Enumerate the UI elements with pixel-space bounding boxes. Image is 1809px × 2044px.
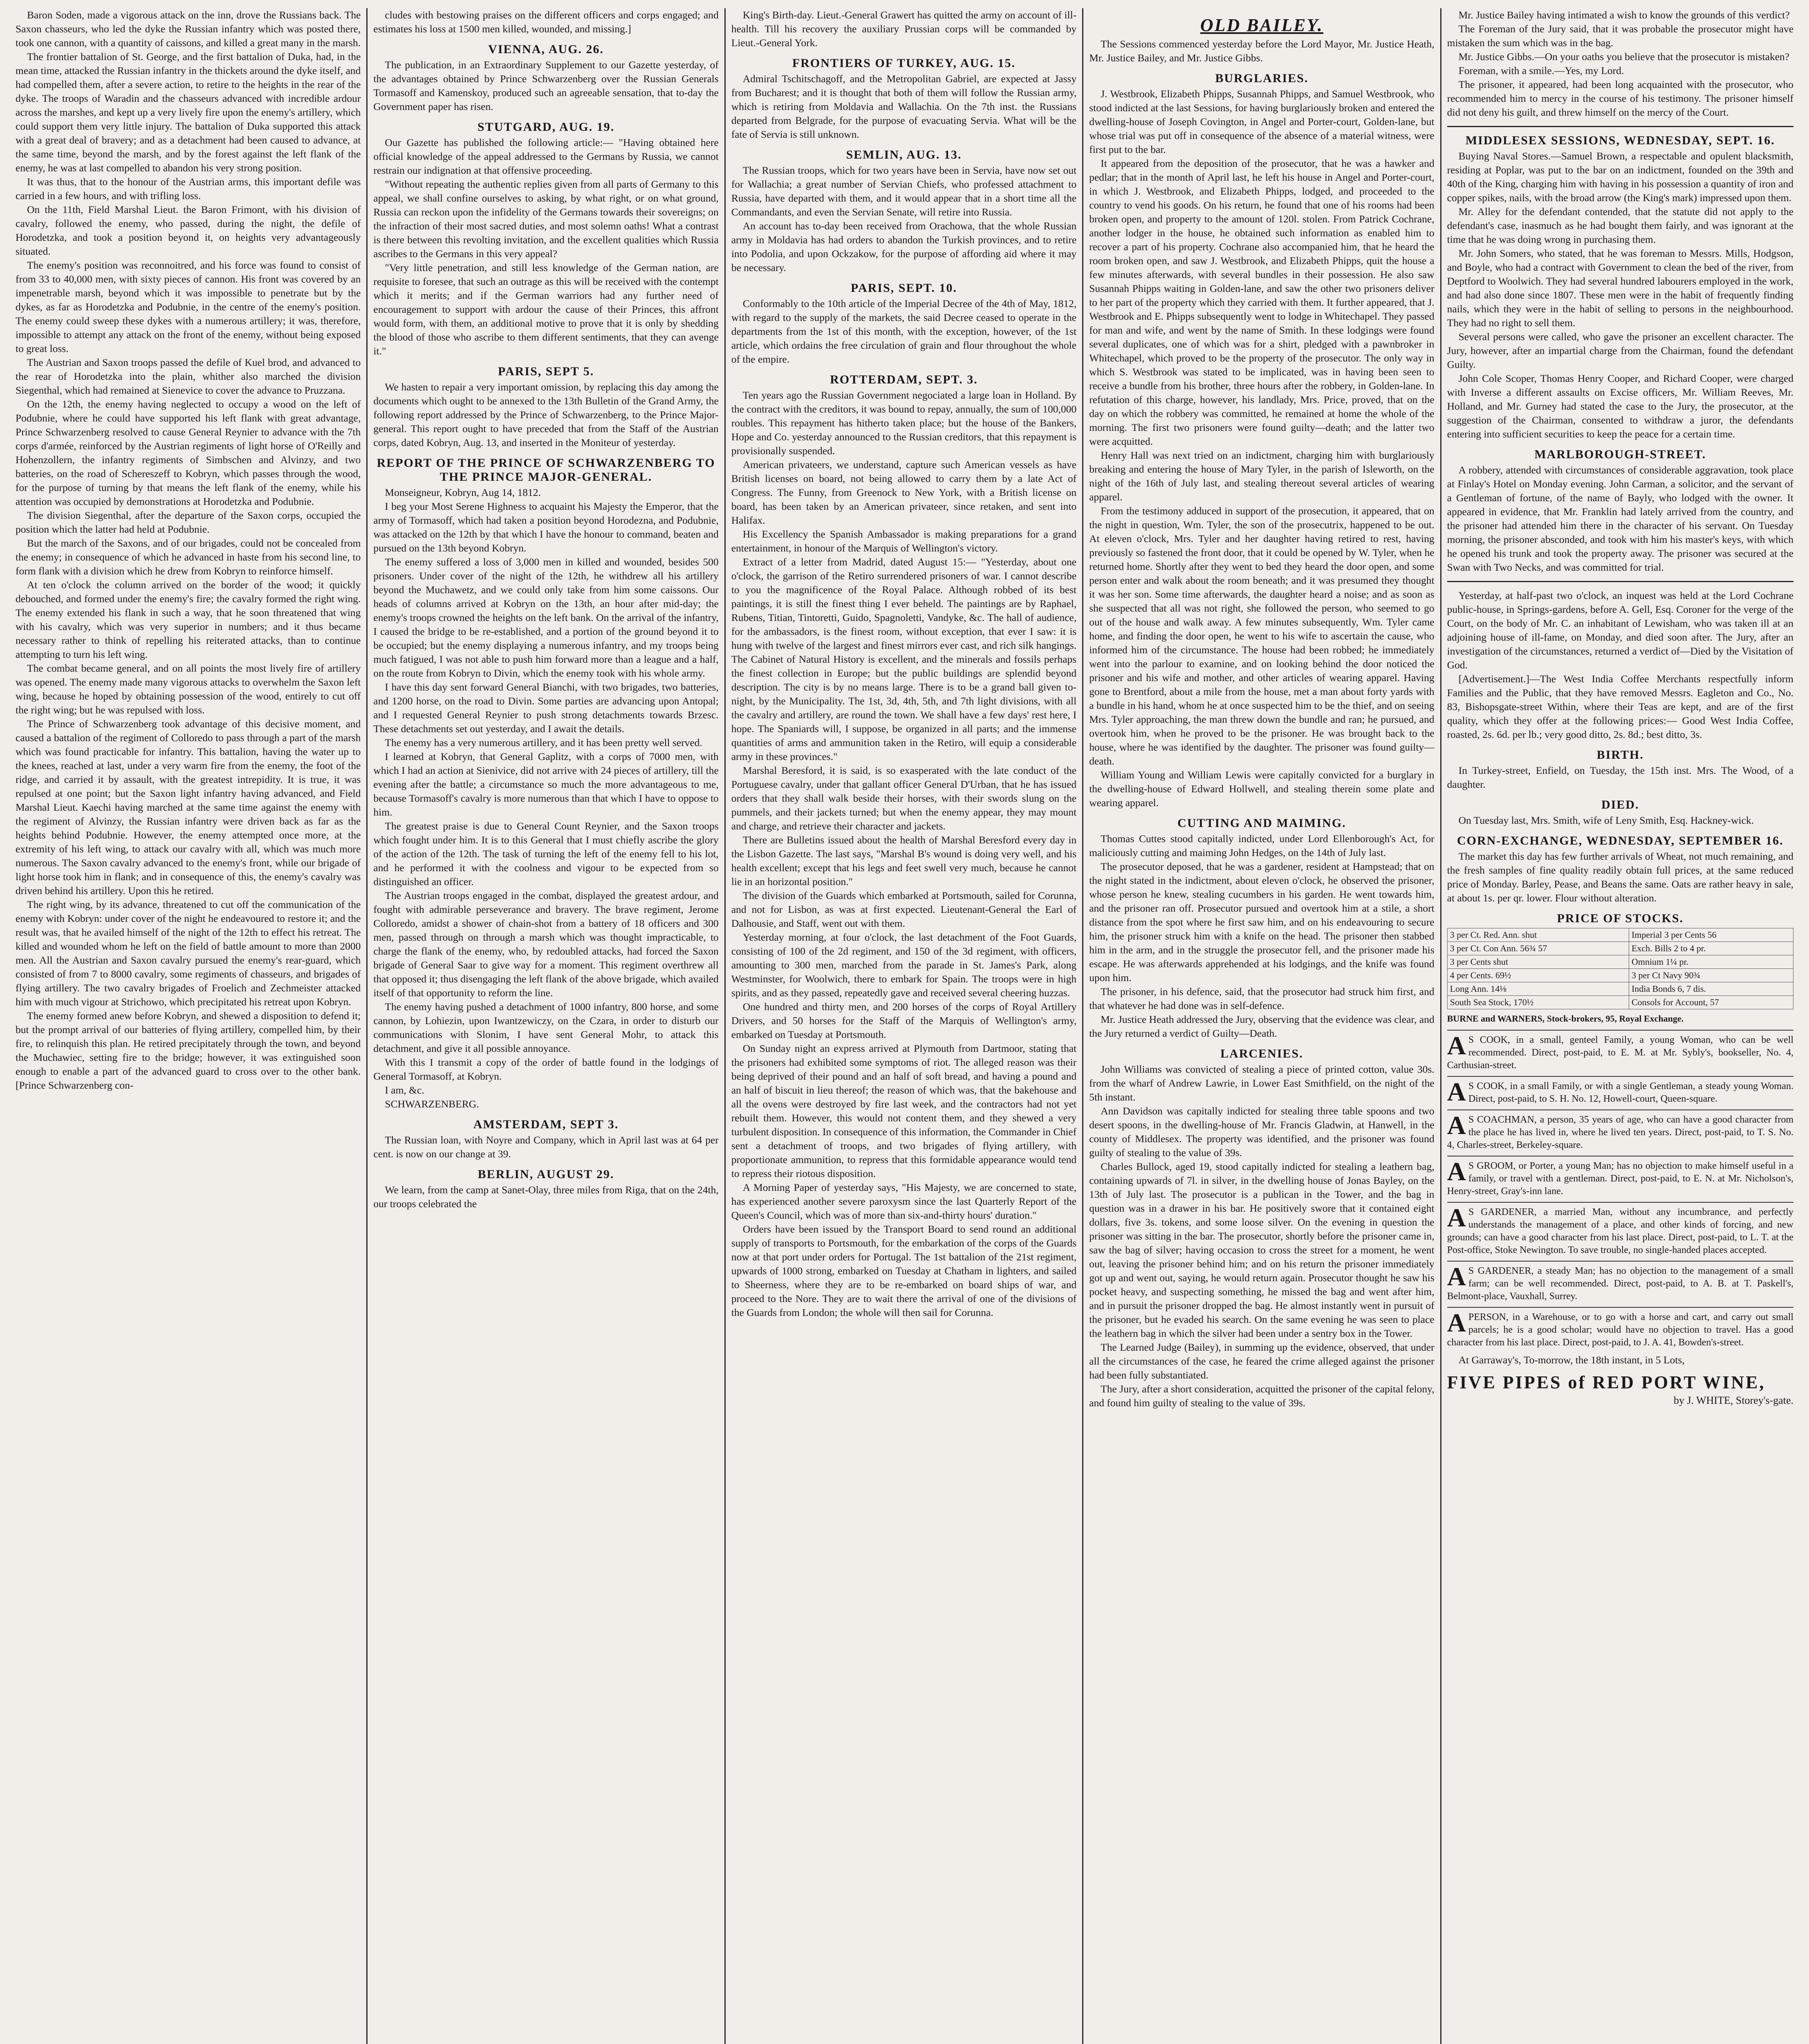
stocks-row bbox=[1447, 982, 1793, 996]
classified-ad bbox=[1447, 1156, 1793, 1198]
paragraph: Several persons were called, who gave the prisoner an excellent character. The Jury, however, after an impartial charge from the Chairman, found the defendant Guilty. bbox=[1447, 331, 1794, 370]
paragraph: The Russian troops, which for two years have been in Servia, have now set out for Wallachia; a great number of Servian Chiefs, who professed attachment to Russia, have departed with them, and it would appear that in a short time all the Commandants, and even the Servian Senate, will retire into Russia. bbox=[731, 164, 1077, 218]
column-3 bbox=[726, 8, 1083, 2044]
stocks-cell: Imperial 3 per Cents 56 bbox=[1629, 928, 1793, 942]
paragraph: The enemy suffered a loss of 3,000 men in killed and wounded, besides 500 prisoners. Under cover of the night of the 12th, he withdrew all his artillery beyond the Muchawetz, and we could only take from him some caissons. Our heads of columns arrived at Kobryn on the 13th, an hour after mid-day; the enemy's troops crowned the heights on the left bank. On the arrival of the infantry, I caused the bridge to be re-established, and a portion of the ground beyond it to be occupied; but the enemy displaying a numerous infantry, and my troops being much fatigued, I was not able to push him forward more than a league and a half, on the route from Kobryn to Divin, which the enemy took with his whole army. bbox=[373, 556, 719, 679]
paragraph: I learned at Kobryn, that General Gaplitz, with a corps of 7000 men, with which I had an action at Sienivice, did not arrive with 24 pieces of artillery, till the evening after the battle; a circumstance so much the more advantageous to me, because Tormasoff's cavalry is more numerous than that which I have to oppose to him. bbox=[373, 751, 719, 818]
drop-cap: A bbox=[1447, 1157, 1466, 1186]
ad-text: S COACHMAN, a person, 35 years of age, who can have a good character from the place he has lived in, where he lived ten years. Direct, post-paid, to T. S. No. 4, Charles-street, Berkeley-square. bbox=[1447, 1114, 1794, 1150]
classified-ad bbox=[1447, 1307, 1793, 1349]
corn-exchange-report: The market this day has few further arrivals of Wheat, not much remaining, and the fresh samples of fine quality readily obtain full prices, at the same reduced price of Monday. Barley, Pease, and Beans the same. Oats are rather heavy in sale, at about 1s. per qr. lower. Flour without alteration. bbox=[1447, 850, 1794, 904]
paragraph: A Morning Paper of yesterday says, "His Majesty, we are concerned to state, has experienced another severe paroxysm since the last Quarterly Report of the Queen's Council, which was of more than six-and-thirty hours' duration." bbox=[731, 1181, 1077, 1221]
marlborough-street-heading: MARLBOROUGH-STREET. bbox=[1534, 448, 1706, 461]
paragraph: Mr. Justice Gibbs.—On your oaths you believe that the prosecutor is mistaken? bbox=[1458, 51, 1790, 63]
column-5 bbox=[1441, 8, 1799, 2044]
paragraph: We hasten to repair a very important omission, by replacing this day among the documents which ought to be annexed to the 13th Bulletin of the Grand Army, the following report addressed by the Prince of Schwarzenberg, to the Prince Major-general. This report ought to have preceded that from the Staff of the Austrian corps, dated Kobryn, Aug. 13, and inserted in the Moniteur of yesterday. bbox=[373, 381, 719, 448]
paragraph: Ten years ago the Russian Government negociated a large loan in Holland. By the contract with the creditors, it was bound to repay, annually, the sum of 100,000 roubles. This repayment has hitherto taken place; but the house of the Bankers, Hope and Co. yesterday announced to the Russian creditors, that this repayment is provisionally suspended. bbox=[731, 389, 1077, 457]
paragraph: The greatest praise is due to General Count Reynier, and the Saxon troops which fought under him. It is to this General that I must chiefly ascribe the glory of the action of the 12th. The task of turning the left of the enemy fell to his lot, and he performed it with the coolness and vigour to be expected from so distinguished an officer. bbox=[373, 820, 719, 888]
paragraph: On Sunday night an express arrived at Plymouth from Dartmoor, stating that the prisoners had exhibited some symptoms of riot. The alleged reason was their being deprived of their pound and an half of soft bread, and having a pound and an half of biscuit in lieu thereof; the reason of which was, that the bakehouse and all the ovens were destroyed by fire last week, and the contractors had not yet rebuilt them. However, this would not content them, and they shewed a very turbulent disposition. In consequence of this information, the Commander in Chief sent a detachment of troops, and two brigades of flying artillery, with proportionate ammunition, to repress that this formidable appearance would tend to repress their riotous disposition. bbox=[731, 1042, 1077, 1179]
column-1 bbox=[10, 8, 368, 2044]
paragraph: Henry Hall was next tried on an indictment, charging him with burglariously breaking and entering the house of Mary Tyler, in the parish of Isleworth, on the night of the 16th of July last, and stealing thereout several articles of wearing apparel. bbox=[1089, 449, 1435, 503]
paragraph: Baron Soden, made a vigorous attack on the inn, drove the Russians back. The Saxon chasseurs, who led the dyke the Russian infantry which was posted there, took one cannon, with a quantity of caissons, and killed a great many in the marsh. bbox=[16, 9, 361, 49]
larcenies-heading: LARCENIES. bbox=[1220, 1047, 1303, 1060]
semlin-heading: SEMLIN, AUG. 13. bbox=[846, 148, 962, 161]
amsterdam-heading: AMSTERDAM, SEPT 3. bbox=[473, 1118, 619, 1131]
paragraph: The publication, in an Extraordinary Supplement to our Gazette yesterday, of the advantages obtained by Prince Schwarzenberg over the Russian Generals Tormasoff and Kamenskoy, produced such an agreeable sensation, that to-day the Government paper has risen. bbox=[373, 59, 719, 112]
divider bbox=[1447, 126, 1793, 127]
paragraph: The prisoner, in his defence, said, that the prosecutor had struck him first, and that whatever he had done was in self-defence. bbox=[1089, 986, 1435, 1011]
paragraph: At ten o'clock the column arrived on the border of the wood; it quickly debouched, and formed under the enemy's fire; the cavalry formed the right wing. The enemy extended his flank in such a way, that he soon threatened that wing with his cavalry, which was very superior in numbers; and it thus became necessary rather to think of repelling his reiterated attacks, than to continue attempting to turn his left wing. bbox=[16, 579, 361, 660]
rotterdam-heading: ROTTERDAM, SEPT. 3. bbox=[830, 373, 978, 386]
inquest-paragraph: Yesterday, at half-past two o'clock, an inquest was held at the Lord Cochrane public-house, in Springs-gardens, before A. Gell, Esq. Coroner for the verge of the Court, on the body of Mr. C. an inhabitant of Lewisham, who was taken ill at an adjoining house of ill-fame, on Monday, and died soon after. The Jury, after an investigation of the circumstances, returned a verdict of—Died by the Visitation of God. bbox=[1447, 589, 1794, 671]
paragraph: The prosecutor deposed, that he was a gardener, resident at Hampstead; that on the night stated in the indictment, about eleven o'clock, he observed the prisoner, whose person he knew, stealing cucumbers in his garden. He went towards him, and the prisoner ran off. Prosecutor pursued and overtook him at a stile, a short distance from the spot where he first saw him, and on his endeavouring to secure him, the prisoner struck him with a knife on the head. The prisoner then stabbed him in the arm, and in the struggle the prosecutor fell, and the prisoner made his escape. He was afterwards apprehended at his lodgings, and the knife was found upon him. bbox=[1089, 861, 1435, 984]
paragraph: The Austrian and Saxon troops passed the defile of Kuel brod, and advanced to the rear of Horodetzka into the plain, whither also marched the division Siegenthal, which had remained at Sienevice to cover the advance to Pruzzana. bbox=[16, 356, 361, 396]
columns bbox=[10, 8, 1799, 2044]
advertisements bbox=[1447, 1030, 1793, 1349]
paragraph: Orders have been issued by the Transport Board to send round an additional supply of transports to Portsmouth, for the embarkation of the corps of the Guards now at that port under orders for Portugal. The 1st battalion of the 21st regiment, upwards of 1000 strong, embarked on Tuesday at Chatham in lighters, and sailed to Sheerness, where they are to be re-embarked on board ships of war, and proceed to the Nore. They are to wait there the arrival of one of the divisions of the Guards from London; the whole will then sail for Corunna. bbox=[731, 1223, 1077, 1318]
paragraph: American privateers, we understand, capture such American vessels as have British licenses on board, not being allowed to carry them by a late Act of Congress. The Funny, from Greenock to New York, with a British license on board, has been taken by an American privateer, since retaken, and sent into Halifax. bbox=[731, 459, 1077, 526]
paragraph: The Russian loan, with Noyre and Company, which in April last was at 64 per cent. is now on our change at 39. bbox=[373, 1134, 719, 1160]
stock-brokers: BURNE and WARNERS, Stock-brokers, 95, Royal Exchange. bbox=[1447, 1013, 1684, 1024]
paragraph: We learn, from the camp at Sanet-Olay, three miles from Riga, that on the 24th, our troops celebrated the bbox=[373, 1184, 719, 1210]
paragraph: The enemy has a very numerous artillery, and it has been pretty well served. bbox=[385, 737, 702, 749]
paragraph: The prisoner, it appeared, had been long acquainted with the prosecutor, who recommended him to mercy in the course of his testimony. The prisoner himself did not deny his guilt, and threw himself on the mercy of the Court. bbox=[1447, 78, 1794, 118]
paragraph: The division Siegenthal, after the departure of the Saxon corps, occupied the position which the latter had held at Podubnie. bbox=[16, 509, 361, 535]
paris-heading: PARIS, SEPT. 10. bbox=[850, 281, 957, 295]
stocks-table bbox=[1447, 928, 1793, 1009]
paragraph: "Without repeating the authentic replies given from all parts of Germany to this appeal, we shall confine ourselves to asking, by what right, or on what ground, Russia can reckon upon the infidelity of the Germans towards their sovereigns; on the infraction of their most sacred duties, and most solemn oaths! What a contrast is there between this revolting invitation, and the excellent qualities which Russia ascribes to the Germans in this very appeal? bbox=[373, 178, 719, 260]
classified-ad bbox=[1447, 1030, 1793, 1072]
paragraph: Our Gazette has published the following article:— "Having obtained here official knowledge of the appeal addressed to the Germans by Russia, we cannot restrain our indignation at that offensive proceeding. bbox=[373, 137, 719, 176]
paragraph: John Williams was convicted of stealing a piece of printed cotton, value 30s. from the wharf of Andrew Lawrie, in Lower East Smithfield, on the night of the 5th instant. bbox=[1089, 1063, 1435, 1103]
death-notice: On Tuesday last, Mrs. Smith, wife of Leny Smith, Esq. Hackney-wick. bbox=[1458, 814, 1754, 826]
auction-line: At Garraway's, To-morrow, the 18th instant, in 5 Lots, bbox=[1458, 1354, 1685, 1366]
paragraph: There are Bulletins issued about the health of Marshal Beresford every day in the Lisbon Gazette. The last says, "Marshal B's wound is doing very well, and his health excellent; except that his legs and feet swell very much, because he cannot lie in an horizontal position." bbox=[731, 834, 1077, 888]
column-5-top bbox=[1447, 8, 1793, 926]
stocks-row bbox=[1447, 928, 1793, 942]
stocks-cell: Exch. Bills 2 to 4 pr. bbox=[1629, 942, 1793, 955]
paragraph: The Foreman of the Jury said, that it was probable the prosecutor might have mistaken the sum which was in the bag. bbox=[1447, 23, 1794, 49]
paragraph: "Very little penetration, and still less knowledge of the German nation, are requisite to foresee, that such an outrage as this will be received with the contempt which it merits; and if the German warriors had any further need of encouragement to support with ardour the cause of their Princes, this affront would form, with them, an additional motive to prove that it is only by shedding the blood of those who ascribe to them different sentiments, that they can avenge it." bbox=[373, 262, 719, 357]
drop-cap: A bbox=[1447, 1031, 1466, 1060]
paragraph: Mr. Justice Bailey having intimated a wish to know the grounds of this verdict? bbox=[1458, 9, 1790, 21]
classified-ad bbox=[1447, 1261, 1793, 1303]
stocks-cell: Consols for Account, 57 bbox=[1629, 996, 1793, 1009]
classified-ad bbox=[1447, 1076, 1793, 1105]
paragraph: His Excellency the Spanish Ambassador is making preparations for a grand entertainment, in honour of the Marquis of Wellington's victory. bbox=[731, 528, 1077, 554]
stocks-cell: South Sea Stock, 170½ bbox=[1447, 996, 1629, 1009]
old-bailey-heading: OLD BAILEY. bbox=[1200, 15, 1323, 35]
wine-seller: by J. WHITE, Storey's-gate. bbox=[1673, 1394, 1794, 1406]
stocks-row bbox=[1447, 996, 1793, 1009]
paragraph: I am, &c. bbox=[385, 1084, 424, 1096]
vienna-heading: VIENNA, AUG. 26. bbox=[488, 43, 604, 56]
stocks-row bbox=[1447, 955, 1793, 969]
drop-cap: A bbox=[1447, 1077, 1466, 1106]
paragraph: Mr. Alley for the defendant contended, that the statute did not apply to the defendant's case, inasmuch as he had bought them fairly, and was ignorant at the time that he was doing wrong in purchasing them. bbox=[1447, 206, 1794, 245]
birth-notice: In Turkey-street, Enfield, on Tuesday, the 15th inst. Mrs. The Wood, of a daughter. bbox=[1447, 764, 1794, 790]
paragraph: Admiral Tschitschagoff, and the Metropolitan Gabriel, are expected at Jassy from Bucharest; and it is thought that both of them will follow the Russian army, which is retiring from Moldavia and Wallachia. On the 7th inst. the Russians departed from Belgrade, for the purpose of evacuating Servia. What will be the fate of Servia is still unknown. bbox=[731, 73, 1077, 140]
paragraph: From the testimony adduced in support of the prosecution, it appeared, that on the night in question, Wm. Tyler, the son of the prosecutrix, happened to be out. At eleven o'clock, Mrs. Tyler and her daughter having retired to rest, having previously so fastened the front door, that it could be opened by W. Tyler, when he returned home. Shortly after they went to bed they heard the door open, and some person enter and walk about the room beneath; and it was presumed they thought it was her son. Some time afterwards, the daughter heard a noise; and as soon as she suspected that all was not right, she followed the person, who seemed to go out of the house and walk away. A few minutes subsequently, Wm. Tyler came home, and finding the door open, he went to his wife to ascertain the cause, who informed him of the circumstance. The house had been robbed; he immediately went into the parlour to examine, and on looking behind the door noticed the prisoner and his wife and mother, and other articles of wearing apparel. Having gone to Brentford, about a mile from the house, met a man about forty yards with a bundle in his hand, whom he at once suspected him to be the thief, and on seeing Mrs. Tyler approaching, the man threw down the bundle and ran; he pursued, and overtook him, when he proved to be the prisoner. He was brought back to the house, where he was identified by the daughter. The prisoner was found guilty—death. bbox=[1089, 505, 1435, 767]
frontiers-heading: FRONTIERS OF TURKEY, AUG. 15. bbox=[792, 56, 1016, 70]
stocks-cell: 3 per Cents shut bbox=[1447, 955, 1629, 969]
paragraph: Conformably to the 10th article of the Imperial Decree of the 4th of May, 1812, with regard to the supply of the markets, the said Decree ceased to operate in the departments from the 1st of this month, with the exception, however, of the 1st article, which ordains the free circulation of grain and flour throughout the whole of the empire. bbox=[731, 298, 1077, 365]
paragraph: A robbery, attended with circumstances of considerable aggravation, took place at Finlay's Hotel on Monday evening. John Carman, a solicitor, and the servant of a Gentleman of fortune, of the name of Bayly, who lodged with the owner. It appeared in evidence, that Mr. Franklin had lately arrived from the country, and the prisoner had attended him there in the character of his servant. On Tuesday morning, the prisoner absconded, and took with him his master's keys, with which he opened his trunk and took the property away. The prisoner was secured at the Swan with Two Necks, and was committed for trial. bbox=[1447, 464, 1794, 573]
paragraph: The enemy's position was reconnoitred, and his force was found to consist of from 33 to 40,000 men, with sixty pieces of cannon. His front was covered by an impenetrable marsh, beyond which it was impossible to penetrate but by the dykes, as far as Horodetzka and Podubnie, in the centre of the enemy's position. The enemy could sweep these dykes with a numerous artillery; it was, therefore, impossible to attempt any attack on the front of the enemy, without being exposed to great loss. bbox=[16, 259, 361, 354]
stocks-cell: Omnium 1¼ pr. bbox=[1629, 955, 1793, 969]
berlin-heading: BERLIN, AUGUST 29. bbox=[477, 1168, 614, 1181]
paragraph: I have this day sent forward General Bianchi, with two brigades, two batteries, and 1200 horse, on the road to Divin. Some parties are advancing upon Antopal; and I requested General Reynier to push strong detachments towards Brzesc. These detachments set out yesterday, and I await the details. bbox=[373, 681, 719, 735]
paragraph: Mr. Justice Heath addressed the Jury, observing that the evidence was clear, and the Jury returned a verdict of Guilty—Death. bbox=[1089, 1013, 1435, 1039]
paragraph: The Austrian troops engaged in the combat, displayed the greatest ardour, and fought with admirable perseverance and bravery. The brave regiment, Jerome Colloredo, amidst a shower of chain-shot from a battery of 18 officers and 300 men, passed through on through a marsh which was thought impracticable, to charge the flank of the enemy, who, by redoubled attacks, had forced the Saxon brigade of General Saar to give way for a moment. This regiment overthrew all that opposed it; thus disengaging the left flank of the above brigade, which availed itself of that opportunity to reform the line. bbox=[373, 890, 719, 999]
paragraph: Extract of a letter from Madrid, dated August 15:— "Yesterday, about one o'clock, the garrison of the Retiro surrendered prisoners of war. I cannot describe to you the magnificence of the Royal Palace. Although robbed of its best paintings, it is still the finest thing I ever beheld. The paintings are by Raphael, Rubens, Titian, Tintoretti, Guido, Spagnoletti, Vandyke, &c. The hall of audience, for the ambassadors, is the finest room, without exception, that ever I saw: it is hung with twelve of the largest and finest mirrors ever cast, and rich silk hangings. The Cabinet of Natural History is excellent, and the minerals and fossils perhaps the finest collection in Europe; but the public buildings are splendid beyond description. The city is by no means large. There is to be a grand ball given to-night, by the Municipality. The 1st, 3d, 4th, 5th, and 7th light divisions, with all the cavalry and artillery, are round the town. We shall have a few days' rest here, I hope. The Spaniards will, I suppose, be organized in all parts; and the immense quantities of arms and ammunition taken in the Retiro, will equip a considerable army in these provinces." bbox=[731, 556, 1077, 762]
column-4 bbox=[1083, 8, 1441, 2044]
wine-headline: FIVE PIPES of RED PORT WINE, bbox=[1447, 1372, 1766, 1392]
ad-text: S GROOM, or Porter, a young Man; has no objection to make himself useful in a family, or travel with a gentleman. Direct, post-paid, to E. N. at Mr. Nicholson's, Henry-street, Gray's-inn lane. bbox=[1447, 1161, 1794, 1197]
paragraph: J. Westbrook, Elizabeth Phipps, Susannah Phipps, and Samuel Westbrook, who stood indicted at the last Sessions, for having burglariously broken and entered the dwelling-house of Joseph Covington, in Angel and Porter-court, Golden-lane, but whose trial was put off in consequence of the absence of a material witness, were first put to the bar. bbox=[1089, 88, 1435, 155]
stocks-cell: India Bonds 6, 7 dis. bbox=[1629, 982, 1793, 996]
stocks-cell: Long Ann. 14⅛ bbox=[1447, 982, 1629, 996]
paris-heading: PARIS, SEPT 5. bbox=[498, 365, 594, 378]
drop-cap: A bbox=[1447, 1111, 1466, 1140]
lead-paragraph: cludes with bestowing praises on the different officers and corps engaged; and estimates his loss at 1500 men killed, wounded, and missing.] bbox=[373, 9, 719, 35]
paragraph: An account has to-day been received from Orachowa, that the whole Russian army in Moldavia has had orders to abandon the Turkish provinces, and to retire into Podolia, and upon Ockzakow, for the purpose of affording aid where it may be necessary. bbox=[731, 220, 1077, 273]
stocks-row bbox=[1447, 942, 1793, 955]
stutgard-heading: STUTGARD, AUG. 19. bbox=[477, 120, 615, 134]
paragraph: The frontier battalion of St. George, and the first battalion of Duka, had, in the mean time, attacked the Russian infantry in the thickets around the dyke itself, and had compelled them, after a severe action, to retire to the heights in the rear of the dyke. The troops of Waradin and the chasseurs advanced with incredible ardour across the marshes, and kept up a very lively fire upon the enemy's artillery, which could support them very little injury. The battalion of Duka supported this attack with a great deal of bravery; and as a detachment had been caused to advance, at the same time, beyond the marsh, and by the forest against the left flank of the enemy, he was at last compelled to abandon his very strong position. bbox=[16, 51, 361, 174]
column-2 bbox=[368, 8, 725, 2044]
ad-text: PERSON, in a Warehouse, or to go with a horse and cart, and carry out small parcels; he is a good scholar; would have no objection to travel. Has a good character from his last place. Direct, post-paid, to J. A. 41, Bowden's-street. bbox=[1447, 1312, 1794, 1348]
corn-exchange-heading: CORN-EXCHANGE, WEDNESDAY, SEPTEMBER 16. bbox=[1457, 834, 1784, 847]
coffee-advertisement: [Advertisement.]—The West India Coffee Merchants respectfully inform Families and the Public, that they have removed Messrs. Eagleton and Co., No. 83, Bishopsgate-street Within, where their Teas are kept, and are of the first quality, which they offer at the following prices:— Good West India Coffee, roasted, 2s. 6d. per lb.; very good ditto, 2s. 8d.; best ditto, 3s. bbox=[1447, 673, 1794, 740]
paragraph: With this I transmit a copy of the order of battle found in the lodgings of General Tormasoff, at Kobryn. bbox=[373, 1056, 719, 1082]
paragraph: I beg your Most Serene Highness to acquaint his Majesty the Emperor, that the army of Tormasoff, which had taken a position beyond Horodezna, and Podubnie, was attacked on the 12th by that which I have the honour to command, beaten and pursued on the 13th beyond Kobryn. bbox=[373, 500, 719, 554]
paragraph: The right wing, by its advance, threatened to cut off the communication of the enemy with Kobryn: under cover of the night he endeavoured to restore it; and the result was, that he availed himself of the night of the 12th to effect his retreat. The killed and wounded whom he left on the field of battle amount to more than 2000 men. All the Austrian and Saxon cavalry pursued the enemy's rear-guard, which consisted of from 7 to 8000 cavalry, some regiments of chasseurs, and brigades of flying artillery. The two cavalry brigades of Froelich and Zechmeister attacked him with much vigour at Strichowo, which precipitated his retreat upon Kobryn. bbox=[16, 899, 361, 1008]
classified-ad bbox=[1447, 1202, 1793, 1257]
paragraph: The enemy having pushed a detachment of 1000 infantry, 800 horse, and some cannon, by Lohiezin, upon Iwantzewiczy, on the Czara, in order to disturb our communications with Slonim, I have sent General Mohr, to attack this detachment, and give it all possible annoyance. bbox=[373, 1001, 719, 1054]
stocks-cell: 3 per Ct Navy 90¾ bbox=[1629, 969, 1793, 982]
paragraph: The Prince of Schwarzenberg took advantage of this decisive moment, and caused a battalion of the regiment of Colloredo to pass through a part of the marsh which was found practicable for infantry. This battalion, having the water up to the knees, reached at last, under a very warm fire from the enemy, the foot of the ridge, and carried it by assault, with the greatest intrepidity. It is true, it was repulsed at one point; but the Saxon light infantry having advanced, and Field Marshal Lieut. Kaechi having marched at the same time against the enemy with the regiment of Alvinzy, the Russian infantry were driven back as far as the heights behind Podubnie. However, the enemy attempted once more, at the extremity of his left wing, to attack our cavalry with all, which was much more numerous. The Saxon cavalry advanced to the enemy's front, while our brigade of light horse took him in flank; and in consequence of this, the enemy's cavalry was driven behind his artillery. Upon this he retired. bbox=[16, 718, 361, 896]
paragraph: On the 12th, the enemy having neglected to occupy a wood on the left of Podubnie, where he could have supported his left flank with great advantage, Prince Schwarzenberg resolved to cause General Reynier to advance with the 7th corps d'armée, reinforced by the Austrian regiments of light horse of O'Reilly and Hohenzollern, the infantry regiments of Simbschen and Alvinzy, and two batteries, on the road of Schereszeff to Kobryn, which passes through the wood, for the purpose of turning by that means the left flank of the enemy, while his attention was occupied by demonstrations at Horodetzka and Podubnie. bbox=[16, 398, 361, 507]
paragraph: Foreman, with a smile.—Yes, my Lord. bbox=[1458, 65, 1624, 76]
ad-text: S GARDENER, a steady Man; has no objection to the management of a small farm; can be well recommended. Direct, post-paid, to A. B. at T. Paskell's, Belmont-place, Vauxhall, Surrey. bbox=[1447, 1266, 1794, 1302]
paragraph: The division of the Guards which embarked at Portsmouth, sailed for Corunna, and not for Lisbon, as was at first expected. Lieutenant-General the Earl of Dalhousie, and Staff, went out with them. bbox=[731, 890, 1077, 929]
paragraph: John Cole Scoper, Thomas Henry Cooper, and Richard Cooper, were charged with Inverse a different assaults on Excise officers, Mr. William Reeves, Mr. Holland, and Mr. Gurney had stated the case to the Jury, the prosecutor, at the suggestion of the Chairman, consented to withdraw a juror, the defendants entering into sufficient securities to keep the peace for a certain time. bbox=[1447, 372, 1794, 440]
ad-text: S COOK, in a small Family, or with a single Gentleman, a steady young Woman. Direct, post-paid, to S. H. No. 12, Howell-court, Queen-square. bbox=[1468, 1081, 1794, 1104]
paragraph: The Jury, after a short consideration, acquitted the prisoner of the capital felony, and found him guilty of stealing to the value of 39s. bbox=[1089, 1383, 1435, 1409]
paragraph: Monseigneur, Kobryn, Aug 14, 1812. bbox=[385, 486, 541, 498]
drop-cap: A bbox=[1447, 1203, 1466, 1232]
paragraph: William Young and William Lewis were capitally convicted for a burglary in the dwelling-house of Edward Hollwell, and stealing therein some plate and wearing apparel. bbox=[1089, 769, 1435, 809]
middlesex-sessions-heading: MIDDLESEX SESSIONS, WEDNESDAY, SEPT. 16. bbox=[1465, 134, 1775, 147]
drop-cap: A bbox=[1447, 1262, 1466, 1291]
paragraph: Ann Davidson was capitally indicted for stealing three table spoons and two desert spoons, in the dwelling-house of Mr. Francis Gladwin, at Hanwell, in the county of Middlesex. The property was identified, and the prisoner was found guilty of stealing to the value of 39s. bbox=[1089, 1105, 1435, 1159]
paragraph: Mr. John Somers, who stated, that he was foreman to Messrs. Mills, Hodgson, and Boyle, who had a contract with Government to clean the bed of the river, from Deptford to Woolwich. They had several hundred labourers employed in the work, and had also done since 1807. These men were in the habit of frequently finding nails, which they were in the habit of selling to persons in the neighbourhood. They had no right to sell them. bbox=[1447, 247, 1794, 329]
lead-paragraph: King's Birth-day. Lieut.-General Grawert has quitted the army on account of ill-health. Till his recovery the auxiliary Prussian corps will be commanded by Lieut.-General York. bbox=[731, 9, 1077, 49]
paragraph: Thomas Cuttes stood capitally indicted, under Lord Ellenborough's Act, for maliciously cutting and maiming John Hedges, on the 14th of July last. bbox=[1089, 833, 1435, 858]
ad-text: S GARDENER, a married Man, without any incumbrance, and perfectly understands the management of a place, and other kinds of forcing, and new grounds; can have a good character from his last place. Direct, post-paid, to L. T. at the Post-office, Stoke Newington. To save trouble, no single-handed places accepted. bbox=[1447, 1207, 1794, 1255]
paragraph: It was thus, that to the honour of the Austrian arms, this important defile was carried in a few hours, and with trifling loss. bbox=[16, 176, 361, 202]
paragraph: Marshal Beresford, it is said, is so exasperated with the late conduct of the Portuguese cavalry, under that gallant officer General D'Urban, that he has issued orders that they shall walk beside their horses, with their swords slung on the pummels, and their jackets turned; but when the enemy appear, they may mount and charge, and retrieve their character and jackets. bbox=[731, 764, 1077, 832]
stocks-cell: 3 per Ct. Red. Ann. shut bbox=[1447, 928, 1629, 942]
price-of-stocks-heading: PRICE OF STOCKS. bbox=[1557, 912, 1684, 925]
birth-heading: BIRTH. bbox=[1596, 748, 1644, 762]
paragraph: But the march of the Saxons, and of our brigades, could not be concealed from the enemy; in consequence of which he advanced in haste from his second line, to form flank with a division which he drew from Kobryn to reinforce himself. bbox=[16, 537, 361, 577]
paragraph: One hundred and thirty men, and 200 horses of the corps of Royal Artillery Drivers, and 50 horses for the Staff of the Marquis of Wellington's army, embarked on Tuesday at Portsmouth. bbox=[731, 1001, 1077, 1040]
drop-cap: A bbox=[1447, 1308, 1466, 1337]
paragraph: It appeared from the deposition of the prosecutor, that he was a hawker and pedlar; that in the month of April last, he left his house in Angel and Porter-court, in which J. Westbrook, and Elizabeth Phipps, lodged, and proceeded to the country to vend his goods. On his return, he found that one of his rooms had been broken open, and property to the amount of 120l. stolen. From Patrick Cochrane, another lodger in the house, he obtained such information as enabled him to recover a part of his property. Cochrane also accompanied him, that he heard the room broken open, and saw J. Westbrook, and Elizabeth Phipps, quit the house a few minutes afterwards, with several bundles in their possession. He also saw Susannah Phipps waiting in Golden-lane, and saw the other two prisoners deliver to her part of the property which they carried with them. It further appeared, that J. Westbrook and E. Phipps subsequently went to lodge in Whitechapel. They passed for man and wife, and went by the name of Smith. In these lodgings were found several duplicates, one of which was for a shirt, pledged with a pawnbroker in Whitechapel, which proved to be the property of the prosecutor. The only way in which S. Westbrook was stated to be implicated, was in having been seen to receive a bundle from his brother, three hours after the robbery, in Golden-lane. In refutation of this charge, however, his landlady, Mrs. Price, proved, that on the day on which the robbery was committed, he remained at home the whole of the morning. The first two prisoners were found guilty—death; and the latter two were acquitted. bbox=[1089, 157, 1435, 447]
paragraph: The combat became general, and on all points the most lively fire of artillery was opened. The enemy made many vigorous attacks to overwhelm the Saxon left wing, because he hoped by obtaining possession of the wood, entirely to cut off the right wing; but he was repulsed with loss. bbox=[16, 662, 361, 716]
paragraph: The enemy formed anew before Kobryn, and shewed a disposition to defend it; but the prompt arrival of our batteries of flying artillery, compelled him, by their fire, to relinquish this plan. He retired precipitately through the town, and beyond the Muchawiec, setting fire to the bridge; however, it was extinguished soon enough to enable a part of the advanced guard to cross over to the other bank. [Prince Schwarzenberg con- bbox=[16, 1010, 361, 1091]
divider bbox=[1447, 581, 1793, 582]
burglaries-heading: BURGLARIES. bbox=[1215, 72, 1309, 85]
classified-ad bbox=[1447, 1109, 1793, 1152]
died-heading: DIED. bbox=[1601, 798, 1639, 811]
ad-text: S COOK, in a small, genteel Family, a young Woman, who can be well recommended. Direct, post-paid, to E. M. at Mr. Sybly's, bookseller, No. 4, Carthusian-street. bbox=[1447, 1035, 1794, 1071]
paragraph: SCHWARZENBERG. bbox=[385, 1098, 479, 1110]
paragraph: The Learned Judge (Bailey), in summing up the evidence, observed, that under all the circumstances of the case, he feared the crime alleged against the prisoner had been fully substantiated. bbox=[1089, 1341, 1435, 1381]
paragraph: On the 11th, Field Marshal Lieut. the Baron Frimont, with his division of cavalry, followed the enemy, who passed, during the night, the defile of Horodetzka, and took a position beyond it, on heights very advantageously situated. bbox=[16, 204, 361, 257]
report-heading: REPORT OF THE PRINCE OF SCHWARZENBERG TO THE PRINCE MAJOR-GENERAL. bbox=[377, 456, 715, 484]
sessions-intro: The Sessions commenced yesterday before the Lord Mayor, Mr. Justice Heath, Mr. Justice Bailey, and Mr. Justice Gibbs. bbox=[1089, 38, 1435, 64]
paragraph: Buying Naval Stores.—Samuel Brown, a respectable and opulent blacksmith, residing at Poplar, was put to the bar on an indictment, founded on the 39th and 40th of the King, charging him with having in his possession a quantity of iron and copper spikes, nails, with the broad arrow (the King's mark) impressed upon them. bbox=[1447, 150, 1794, 204]
paragraph: Charles Bullock, aged 19, stood capitally indicted for stealing a leathern bag, containing upwards of 7l. in silver, in the dwelling house of Jonas Bayley, on the 13th of July last. The prosecutor is a publican in the Tower, and the bag in question was in a drawer in his bar. He positively swore that it contained eight dollars, five 3s. tokens, and some loose silver. On the evening in question the prisoner was sitting in the bar. The prosecutor, shortly before the prisoner came in, saw the bag of silver; having occasion to cross the street for a moment, he went out, leaving the prisoner behind him; and on his return the prisoner immediately got up and went out, saying, he would return again. Prosecutor thought he saw his pocket heavy, and suspecting something, he missed the bag and went after him, and in pursuit the prisoner dropped the bag. He almost instantly went in pursuit of the prisoner, but he evaded his search. On the same evening he was seen to place the leathern bag in which the silver had been under a sentry box in the Tower. bbox=[1089, 1161, 1435, 1339]
stocks-cell: 3 per Ct. Con Ann. 56¾ 57 bbox=[1447, 942, 1629, 955]
stocks-cell: 4 per Cents. 69½ bbox=[1447, 969, 1629, 982]
cutting-maiming-heading: CUTTING AND MAIMING. bbox=[1177, 816, 1346, 830]
stocks-row bbox=[1447, 969, 1793, 982]
paragraph: Yesterday morning, at four o'clock, the last detachment of the Foot Guards, consisting of 100 of the 2d regiment, and 150 of the 3d regiment, with officers, amounting to 300 men, marched from the parade in St. James's Park, along Westminster, for Woolwich, there to embark for Spain. The troops were in high spirits, and as they passed, repeatedly gave and received several cheering huzzas. bbox=[731, 931, 1077, 999]
